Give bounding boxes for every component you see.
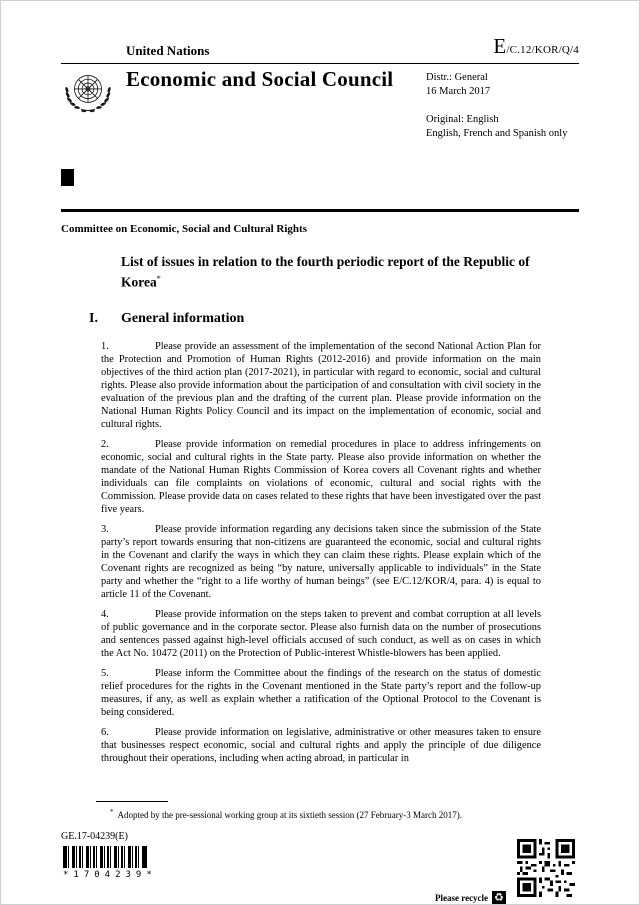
barcode-bars (63, 846, 147, 868)
section-number: I. (89, 311, 98, 326)
paragraph-6 (101, 726, 541, 765)
org-name: United Nations (126, 43, 210, 58)
paragraph-text: Please provide information on legislative, administrative or other measures taken to ensure that businesses respect economic, social and cultural rights and apply the principle of due diligence throughout their operations, including when acting abroad, in particular in (101, 727, 541, 764)
doc-meta (426, 71, 567, 141)
paragraph-2 (101, 438, 541, 516)
committee-name: Committee on Economic, Social and Cultural Rights (61, 223, 307, 235)
paragraph-1 (101, 340, 541, 431)
paragraph-text: Please provide information on the steps taken to prevent and combat corruption at all levels of public governance and in the corporate sector. Please also furnish data on the number of prosecutions and sentences passed against high-level officials accused of such conduct, as well as on cases in which the Act No. 10472 (2011) on the Protection of Public-interest Whistle-blowers has been applied. (101, 609, 541, 659)
doc-symbol (493, 34, 579, 59)
paragraph-text: Please provide an assessment of the implementation of the second National Action Plan for the Protection and Promotion of Human Rights (2012-2016) and provide information on the main objectives of the third action plan (2017-2021), in particular with regard to economic, social and cultural rights. Please also provide information about the participation of and consultation with civil society in the evaluation of the previous plan and the drafting of the current plan. Please provide information on the National Human Rights Policy Council and its impact on the implementation of economic, social and cultural rights. (101, 341, 541, 430)
document-header (61, 34, 579, 64)
date-line: 16 March 2017 (426, 86, 491, 97)
paragraph-number: 2. (101, 439, 109, 450)
header-divider-rule (61, 209, 579, 212)
un-emblem-icon (61, 67, 115, 121)
paragraph-number: 3. (101, 524, 109, 535)
original-language-line: Original: English (426, 114, 499, 125)
qr-code-icon (517, 839, 575, 897)
title-footnote-marker: * (156, 274, 161, 283)
barcode-text: *1704239* (63, 870, 157, 880)
council-title: Economic and Social Council (126, 67, 394, 91)
footnote-text: Adopted by the pre-sessional working group at its sixtieth session (27 February-3 March 2017). (117, 810, 462, 820)
doc-symbol-suffix: /C.12/KOR/Q/4 (506, 44, 579, 56)
document-title (121, 253, 551, 291)
ge-document-code: GE.17-04239(E) (61, 831, 128, 842)
languages-line: English, French and Spanish only (426, 128, 568, 139)
recycle-notice (435, 891, 506, 905)
paragraph-5 (101, 667, 541, 719)
footnote (96, 807, 541, 821)
section-heading (89, 311, 244, 327)
paragraph-text: Please inform the Committee about the findings of the research on the status of domestic relief procedures for the rights in the Covenant mentioned in the State party’s report and the follow-up measures, if any, as well as explain whether a ratification of the Optional Protocol to the Covenant is being considered. (101, 668, 541, 718)
meta-gap (426, 99, 567, 113)
document-title-text: List of issues in relation to the fourth periodic report of the Republic of Korea (121, 254, 530, 290)
paragraph-4 (101, 608, 541, 660)
paragraph-number: 4. (101, 609, 109, 620)
section-heading-text: General information (121, 311, 245, 326)
recycle-icon: ♻ (492, 891, 506, 905)
margin-marker-box (61, 169, 74, 186)
paragraph-text: Please provide information regarding any decisions taken since the submission of the State party’s report towards ensuring that non-citizens are guaranteed the economic, social and cultural rights in the Covenant and clarify the ways in which they can claim these rights. Please explain which of the Covenant rights are recognized as being “by nature, universally applicable to individuals” in the State party and whether the “right to a life worthy of human beings” (see E/C.12/KOR/4, para. 4) is equal to article 11 of the Covenant. (101, 524, 541, 600)
doc-symbol-prefix: E (493, 34, 507, 58)
paragraph-number: 1. (101, 341, 109, 352)
paragraph-number: 6. (101, 727, 109, 738)
paragraph-3 (101, 523, 541, 601)
paragraph-text: Please provide information on remedial procedures in place to address infringements on economic, social and cultural rights in the State party. Please also provide information on whether the mandate of the National Human Rights Commission of Korea covers all Covenant rights and whether individuals can file complaints on violations of economic, cultural and social rights with the Commission. Please provide data on cases related to these rights that have been investigated over the past five years. (101, 439, 541, 515)
recycle-label: Please recycle (435, 893, 489, 903)
barcode (63, 846, 157, 880)
footnote-separator (96, 801, 168, 802)
body-paragraphs (101, 340, 541, 772)
paragraph-number: 5. (101, 668, 109, 679)
footnote-marker: * (110, 808, 114, 816)
distribution-line: Distr.: General (426, 72, 488, 83)
